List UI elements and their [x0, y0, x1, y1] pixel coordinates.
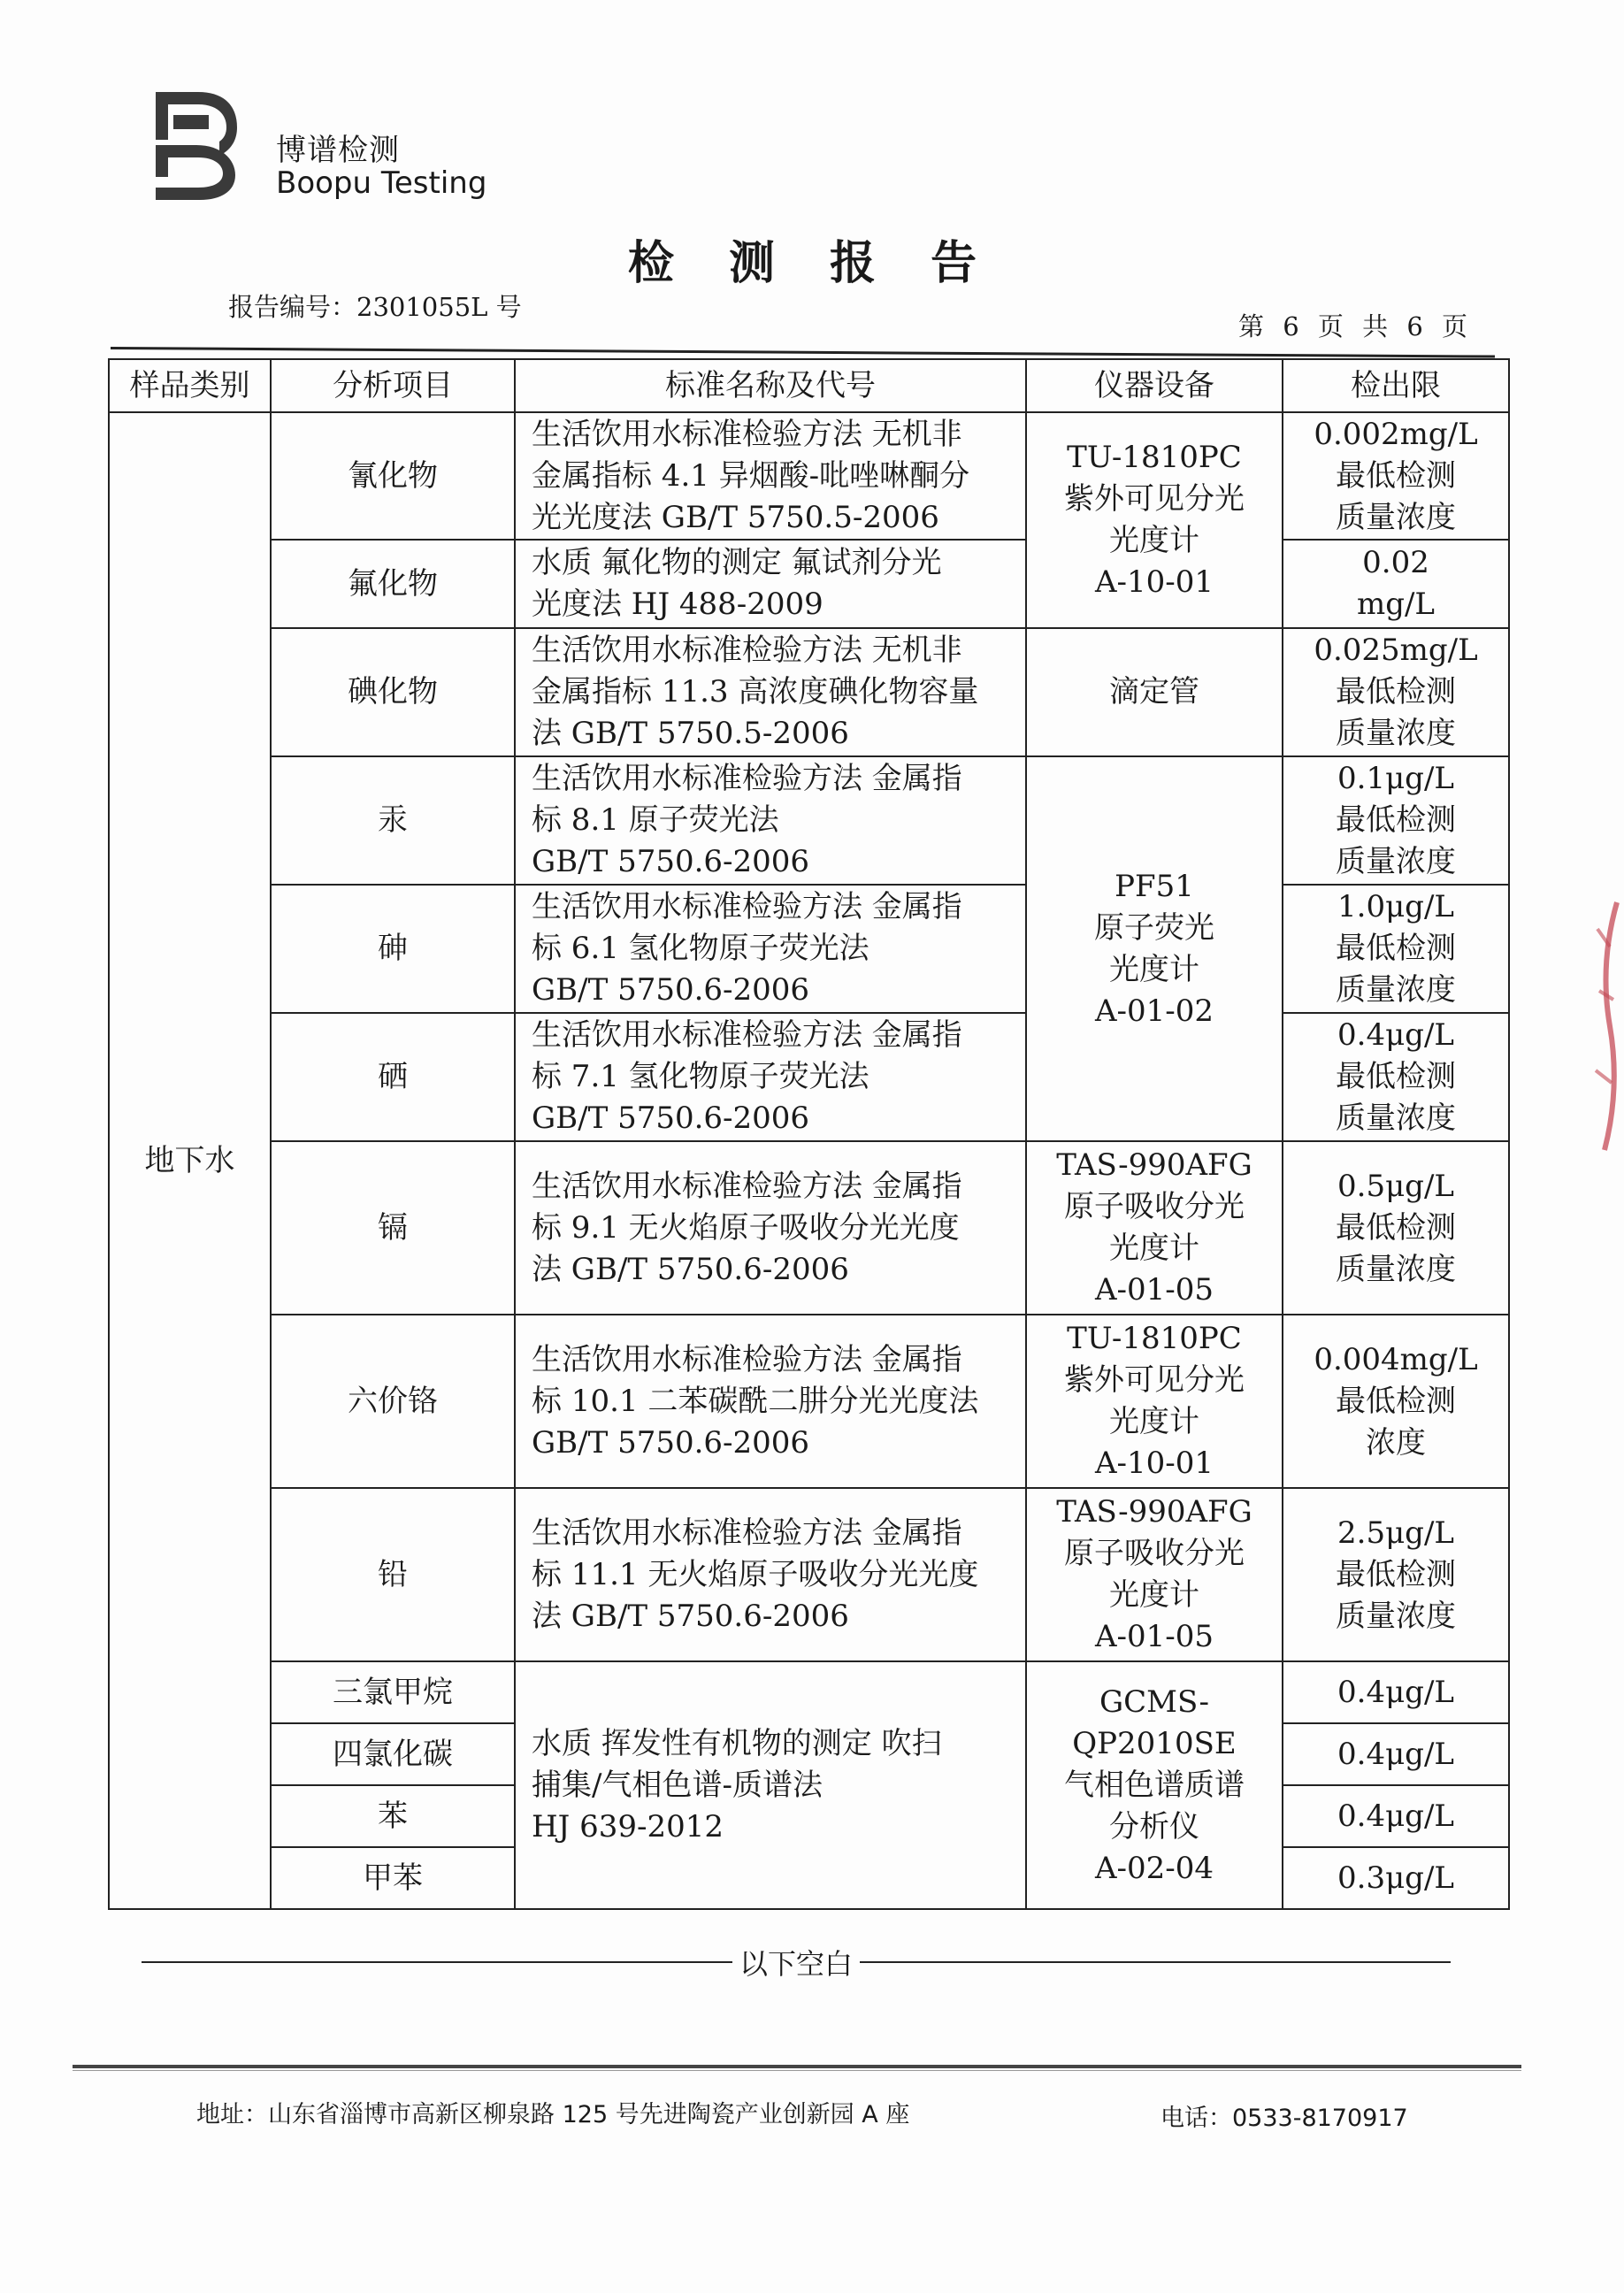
instrument-line: 原子吸收分光	[1064, 1536, 1245, 1571]
top-rule	[111, 347, 1495, 358]
limit-line: 0.002mg/L	[1314, 416, 1478, 452]
instrument-cell	[1026, 1488, 1283, 1661]
standard-cell	[515, 756, 1026, 885]
limit-line: 2.5μg/L	[1337, 1515, 1454, 1551]
report-number: 报告编号：2301055L 号	[228, 292, 522, 322]
standard-line: 标 7.1 氢化物原子荧光法	[532, 1059, 869, 1094]
instrument-line: 光度计	[1109, 1231, 1199, 1266]
standard-line: 标 8.1 原子荧光法	[532, 802, 779, 838]
instrument-line: 光度计	[1109, 1577, 1199, 1613]
limit-line: 质量浓度	[1336, 844, 1456, 879]
instrument-line: 原子吸收分光	[1064, 1189, 1245, 1224]
limit-line: 质量浓度	[1336, 499, 1456, 535]
standard-line: 水质 挥发性有机物的测定 吹扫	[532, 1725, 942, 1761]
sample-category-cell: 地下水	[109, 412, 271, 1909]
limit-cell	[1283, 1141, 1509, 1315]
item-cell: 苯	[271, 1785, 515, 1847]
instrument-cell	[1026, 628, 1283, 756]
limit-line: 质量浓度	[1336, 716, 1456, 751]
table-row	[109, 540, 1509, 628]
instrument-cell	[1026, 1315, 1283, 1488]
table-row	[109, 1488, 1509, 1661]
header-instrument: 仪器设备	[1026, 359, 1283, 412]
table-header-row	[109, 359, 1509, 412]
standard-line: 生活饮用水标准检验方法 金属指	[532, 1341, 962, 1377]
report-table	[108, 358, 1510, 1910]
standard-line: 标 9.1 无火焰原子吸收分光光度	[532, 1209, 960, 1246]
instrument-line: A-10-01	[1094, 564, 1214, 600]
header-detection-limit: 检出限	[1283, 359, 1509, 412]
limit-line: 最低检测	[1336, 931, 1456, 966]
table-row	[109, 1013, 1509, 1141]
limit-line: 质量浓度	[1336, 1598, 1456, 1634]
table-row	[109, 628, 1509, 756]
standard-line: 金属指标 11.3 高浓度碘化物容量	[532, 674, 979, 709]
brand-name-en: Boopu Testing	[276, 165, 487, 201]
standard-line: 光光度法 GB/T 5750.5-2006	[532, 499, 939, 535]
blank-below-note	[142, 1942, 1451, 1982]
standard-line: 生活饮用水标准检验方法 金属指	[532, 1515, 962, 1551]
limit-line: 0.4μg/L	[1337, 1017, 1454, 1053]
instrument-line: A-10-01	[1094, 1446, 1214, 1481]
limit-cell	[1283, 885, 1509, 1013]
item-cell: 三氯甲烷	[271, 1661, 515, 1723]
limit-cell	[1283, 412, 1509, 540]
limit-line: 0.02	[1362, 545, 1429, 580]
instrument-line: A-02-04	[1094, 1850, 1214, 1886]
standard-line: 捕集/气相色谱-质谱法	[532, 1767, 823, 1803]
item-cell: 铅	[271, 1488, 515, 1661]
limit-line: 质量浓度	[1336, 1251, 1456, 1287]
divider	[142, 1961, 732, 1963]
item-cell: 氰化物	[271, 412, 515, 540]
instrument-cell	[1026, 412, 1283, 628]
item-cell: 碘化物	[271, 628, 515, 756]
blank-below-text: 以下空白	[739, 1947, 854, 1981]
limit-line: 最低检测	[1336, 457, 1456, 494]
limit-line: 0.004mg/L	[1314, 1341, 1478, 1377]
standard-line: GB/T 5750.6-2006	[532, 844, 810, 879]
red-seal-fragment	[1590, 893, 1624, 1159]
standard-cell	[515, 628, 1026, 756]
instrument-line: PF51	[1115, 868, 1194, 904]
standard-cell	[515, 412, 1026, 540]
table-row	[109, 1141, 1509, 1315]
instrument-line: TU-1810PC	[1067, 1321, 1242, 1356]
standard-line: 生活饮用水标准检验方法 金属指	[532, 889, 962, 924]
standard-line: 生活饮用水标准检验方法 金属指	[532, 1168, 962, 1204]
footer-rule	[73, 2065, 1521, 2068]
standard-line: 生活饮用水标准检验方法 无机非	[532, 633, 962, 668]
limit-cell: 0.4μg/L	[1283, 1785, 1509, 1847]
table-row	[109, 1661, 1509, 1723]
limit-cell	[1283, 1488, 1509, 1661]
limit-cell	[1283, 1013, 1509, 1141]
item-cell: 汞	[271, 756, 515, 885]
standard-line: 法 GB/T 5750.5-2006	[532, 716, 849, 751]
instrument-line: A-01-05	[1094, 1272, 1214, 1308]
item-cell: 四氯化碳	[271, 1723, 515, 1785]
table-row	[109, 756, 1509, 885]
instrument-line: 紫外可见分光	[1064, 1362, 1245, 1398]
instrument-line: GCMS-	[1099, 1683, 1209, 1720]
limit-line: 最低检测	[1336, 802, 1456, 838]
item-cell: 镉	[271, 1141, 515, 1315]
divider	[860, 1961, 1451, 1963]
limit-line: 0.025mg/L	[1314, 633, 1478, 668]
limit-line: 最低检测	[1336, 1383, 1456, 1419]
page-info: 第 6 页 共 6 页	[1238, 311, 1473, 341]
table-row	[109, 412, 1509, 540]
item-cell: 六价铬	[271, 1315, 515, 1488]
limit-line: 最低检测	[1336, 1209, 1456, 1246]
report-title: 检 测 报 告	[627, 236, 997, 290]
item-cell: 硒	[271, 1013, 515, 1141]
limit-cell	[1283, 1315, 1509, 1488]
limit-line: 质量浓度	[1336, 1100, 1456, 1136]
standard-line: 标 11.1 无火焰原子吸收分光光度	[532, 1556, 979, 1592]
instrument-line: 分析仪	[1109, 1808, 1199, 1844]
limit-line: 浓度	[1366, 1424, 1426, 1461]
standard-line: 法 GB/T 5750.6-2006	[532, 1251, 849, 1287]
standard-line: 法 GB/T 5750.6-2006	[532, 1598, 849, 1634]
limit-cell	[1283, 628, 1509, 756]
instrument-line: TU-1810PC	[1067, 440, 1242, 475]
limit-cell	[1283, 756, 1509, 885]
standard-cell	[515, 885, 1026, 1013]
instrument-line: 光度计	[1109, 523, 1199, 558]
item-cell: 砷	[271, 885, 515, 1013]
table-row	[109, 1315, 1509, 1488]
header-analysis-item: 分析项目	[271, 359, 515, 412]
header-sample-category: 样品类别	[109, 359, 271, 412]
standard-line: 生活饮用水标准检验方法 无机非	[532, 416, 962, 452]
limit-line: 最低检测	[1336, 1556, 1456, 1592]
limit-line: 质量浓度	[1336, 972, 1456, 1008]
limit-line: 最低检测	[1336, 1059, 1456, 1094]
standard-line: 水质 氟化物的测定 氟试剂分光	[532, 545, 942, 580]
instrument-line: A-01-02	[1094, 993, 1214, 1029]
standard-line: HJ 639-2012	[532, 1808, 724, 1844]
standard-cell	[515, 1488, 1026, 1661]
standard-line: GB/T 5750.6-2006	[532, 1100, 810, 1136]
item-cell: 氟化物	[271, 540, 515, 628]
instrument-cell	[1026, 756, 1283, 1141]
limit-cell	[1283, 540, 1509, 628]
standard-line: 光度法 HJ 488-2009	[532, 587, 823, 622]
instrument-line: 原子荧光	[1094, 909, 1214, 946]
standard-line: 金属指标 4.1 异烟酸-吡唑啉酮分	[532, 457, 970, 494]
limit-line: 1.0μg/L	[1337, 889, 1454, 924]
instrument-line: A-01-05	[1094, 1619, 1214, 1654]
limit-cell: 0.3μg/L	[1283, 1847, 1509, 1909]
instrument-line: QP2010SE	[1072, 1725, 1237, 1761]
footer-rule-thin	[73, 2070, 1521, 2071]
standard-cell	[515, 540, 1026, 628]
boopu-logo	[152, 88, 241, 202]
instrument-line: 紫外可见分光	[1064, 481, 1245, 517]
brand-name-cn: 博谱检测	[276, 133, 400, 168]
footer-phone: 电话：0533-8170917	[1161, 2105, 1408, 2132]
standard-line: GB/T 5750.6-2006	[532, 972, 810, 1008]
standard-line: 标 10.1 二苯碳酰二肼分光光度法	[532, 1383, 979, 1419]
limit-line: 0.5μg/L	[1337, 1168, 1454, 1204]
standard-cell	[515, 1013, 1026, 1141]
standard-line: 生活饮用水标准检验方法 金属指	[532, 1017, 962, 1053]
limit-cell: 0.4μg/L	[1283, 1661, 1509, 1723]
limit-cell: 0.4μg/L	[1283, 1723, 1509, 1785]
standard-line: 生活饮用水标准检验方法 金属指	[532, 761, 962, 796]
standard-line: GB/T 5750.6-2006	[532, 1424, 810, 1461]
instrument-cell	[1026, 1141, 1283, 1315]
item-cell: 甲苯	[271, 1847, 515, 1909]
footer-address: 地址：山东省淄博市高新区柳泉路 125 号先进陶瓷产业创新园 A 座	[196, 2101, 910, 2128]
instrument-line: TAS-990AFG	[1056, 1494, 1252, 1530]
limit-line: 0.1μg/L	[1337, 761, 1454, 796]
instrument-line: 光度计	[1109, 1404, 1199, 1439]
instrument-line: TAS-990AFG	[1056, 1147, 1252, 1183]
standard-line: 标 6.1 氢化物原子荧光法	[532, 931, 869, 966]
limit-line: mg/L	[1356, 587, 1436, 622]
instrument-line: 滴定管	[1109, 674, 1199, 709]
standard-cell	[515, 1661, 1026, 1909]
instrument-line: 气相色谱质谱	[1064, 1767, 1245, 1803]
standard-cell	[515, 1141, 1026, 1315]
table-row	[109, 885, 1509, 1013]
instrument-cell	[1026, 1661, 1283, 1909]
header-standard: 标准名称及代号	[515, 359, 1026, 412]
standard-cell	[515, 1315, 1026, 1488]
limit-line: 最低检测	[1336, 674, 1456, 709]
instrument-line: 光度计	[1109, 951, 1199, 987]
